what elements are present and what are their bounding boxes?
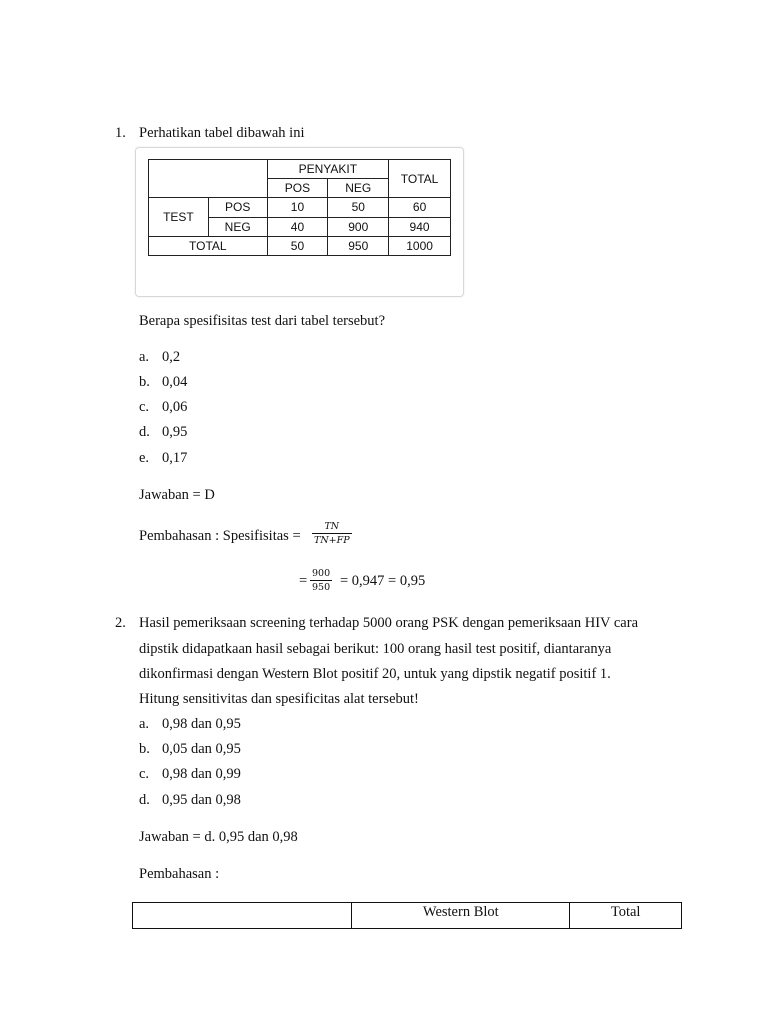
- question-2-answer: Jawaban = d. 0,95 dan 0,98: [139, 829, 298, 845]
- question-1-explanation: Pembahasan : Spesifisitas =: [139, 528, 301, 544]
- table-header-western-blot: Western Blot: [352, 903, 570, 929]
- option-letter: d.: [139, 792, 150, 808]
- calc-equals: =: [299, 573, 308, 589]
- option-letter: b.: [139, 741, 150, 757]
- option-letter: b.: [139, 374, 150, 390]
- table-cell: 50: [267, 236, 328, 255]
- table-header-total: TOTAL: [389, 160, 451, 198]
- table-total-label: TOTAL: [149, 236, 268, 255]
- question-1-text: Berapa spesifisitas test dari tabel tersebut?: [139, 313, 386, 329]
- table-test-label: TEST: [149, 198, 209, 236]
- table-header-penyakit: PENYAKIT: [267, 160, 389, 179]
- question-2-line: Hitung sensitivitas dan spesificitas alat tersebut!: [139, 691, 419, 707]
- option-letter: a.: [139, 716, 150, 732]
- question-2-number: 2.: [115, 615, 126, 631]
- table-corner-cell: [149, 160, 268, 198]
- question-2-line: dipstik didapatkaan hasil sebagai berikut: 100 orang hasil test positif, diantaranya: [139, 641, 612, 657]
- table-header-pos: POS: [267, 179, 328, 198]
- table-row: [133, 903, 682, 929]
- contingency-table: [148, 159, 451, 256]
- table-cell: 1000: [389, 236, 451, 255]
- option-text: 0,17: [162, 450, 188, 466]
- option-text: 0,05 dan 0,95: [162, 741, 241, 757]
- table-header-neg: NEG: [328, 179, 389, 198]
- table-cell: NEG: [208, 217, 267, 236]
- table-cell: 10: [267, 198, 328, 217]
- formula-denominator: TN+FP: [314, 535, 350, 546]
- option-text: 0,2: [162, 349, 181, 365]
- option-text: 0,06: [162, 399, 188, 415]
- formula-numerator: TN: [324, 521, 340, 532]
- question-2-line: dikonfirmasi dengan Western Blot positif 20, untuk yang dipstik negatif positif 1.: [139, 666, 611, 682]
- question-1-number: 1.: [115, 125, 126, 141]
- table-cell: 900: [328, 217, 389, 236]
- calc-numerator: 900: [312, 568, 331, 579]
- question-2-explanation: Pembahasan :: [139, 866, 220, 882]
- specificity-formula: [312, 521, 352, 546]
- table-cell: 50: [328, 198, 389, 217]
- option-letter: c.: [139, 399, 150, 415]
- option-text: 0,98 dan 0,95: [162, 716, 241, 732]
- question-1-answer: Jawaban = D: [139, 487, 215, 503]
- table-cell: 60: [389, 198, 451, 217]
- table-header-total: Total: [570, 903, 682, 929]
- question-2-line: Hasil pemeriksaan screening terhadap 5000 orang PSK dengan pemeriksaan HIV cara: [139, 615, 639, 631]
- option-text: 0,95 dan 0,98: [162, 792, 241, 808]
- table-cell: POS: [208, 198, 267, 217]
- option-text: 0,04: [162, 374, 188, 390]
- table-row: [149, 236, 451, 255]
- table-header-empty: [133, 903, 352, 929]
- option-letter: d.: [139, 424, 150, 440]
- western-blot-table: [132, 902, 682, 929]
- table-cell: 940: [389, 217, 451, 236]
- question-1-intro: Perhatikan tabel dibawah ini: [139, 125, 305, 141]
- option-letter: e.: [139, 450, 150, 466]
- option-letter: c.: [139, 766, 150, 782]
- calc-fraction: [310, 568, 332, 593]
- table-cell: 950: [328, 236, 389, 255]
- calc-denominator: 950: [312, 582, 331, 593]
- calc-result: = 0,947 = 0,95: [340, 573, 426, 589]
- table-row: [149, 198, 451, 217]
- option-text: 0,98 dan 0,99: [162, 766, 241, 782]
- table-cell: 40: [267, 217, 328, 236]
- option-text: 0,95: [162, 424, 188, 440]
- option-letter: a.: [139, 349, 150, 365]
